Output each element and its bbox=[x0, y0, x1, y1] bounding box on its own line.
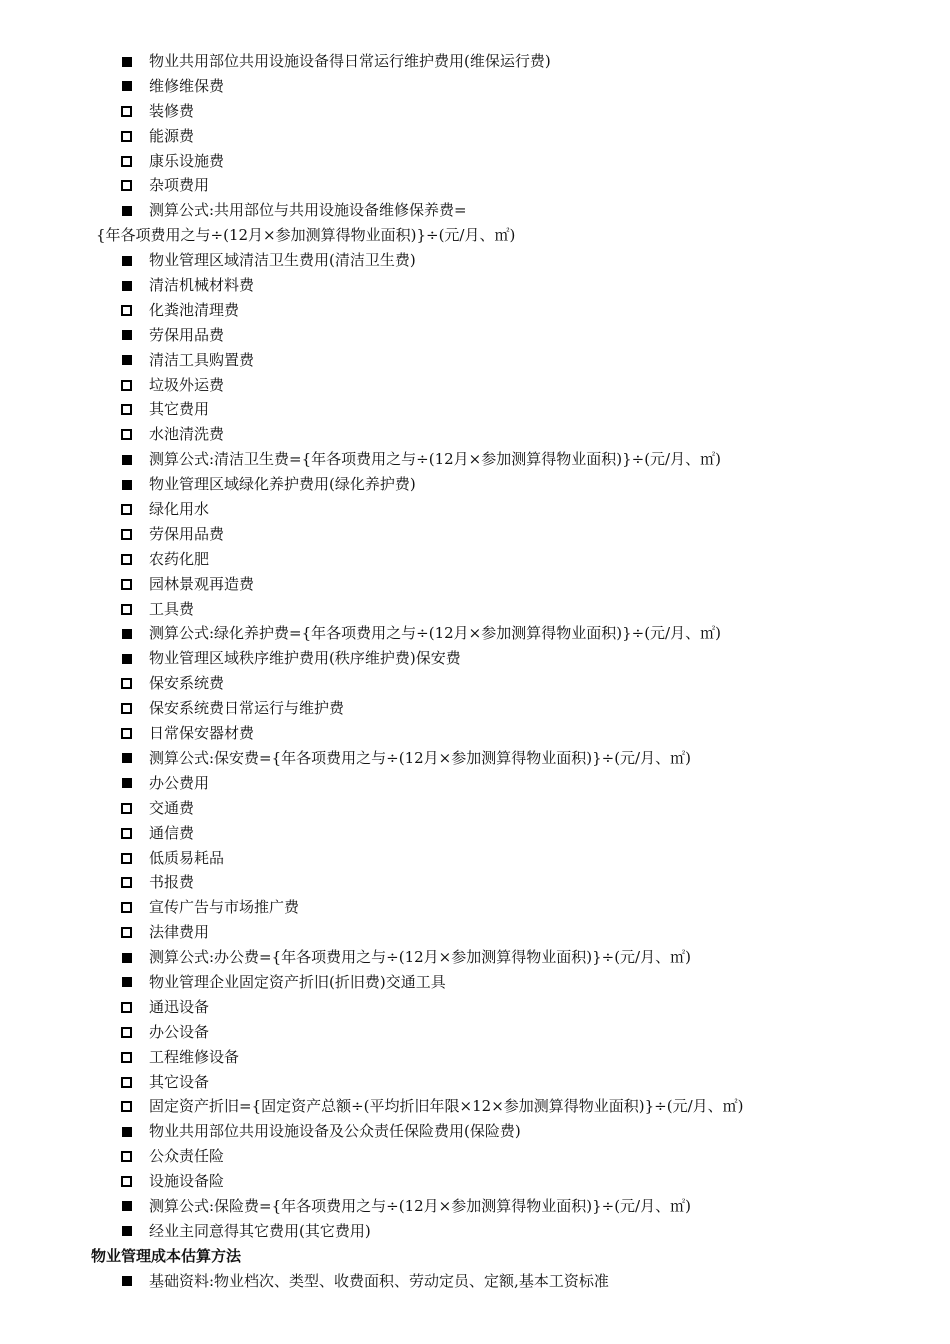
list-item bbox=[0, 323, 950, 348]
list-item bbox=[0, 298, 950, 323]
list-item bbox=[0, 447, 950, 472]
hollow-square-bullet-icon bbox=[121, 902, 132, 913]
hollow-square-bullet-icon bbox=[121, 1052, 132, 1063]
list-item bbox=[0, 522, 950, 547]
list-item-text: 装修费 bbox=[149, 101, 195, 120]
list-item-text: 通迅设备 bbox=[149, 997, 210, 1016]
list-item-text: 能源费 bbox=[149, 126, 195, 145]
filled-square-bullet-icon bbox=[122, 1226, 132, 1236]
list-item bbox=[0, 646, 950, 671]
filled-square-bullet-icon bbox=[122, 455, 132, 465]
list-item-text: {年各项费用之与÷(12月×参加测算得物业面积)}÷(元/月、㎡) bbox=[96, 226, 516, 245]
list-item-text: 基础资料:物业档次、类型、收费面积、劳动定员、定额,基本工资标准 bbox=[149, 1271, 609, 1290]
list-item-text: 测算公式:保安费={年各项费用之与÷(12月×参加测算得物业面积)}÷(元/月、㎡) bbox=[149, 748, 691, 767]
list-item-text: 交通费 bbox=[149, 798, 195, 817]
hollow-square-bullet-icon bbox=[121, 1027, 132, 1038]
list-item-text: 工具费 bbox=[149, 599, 195, 618]
hollow-square-bullet-icon bbox=[121, 404, 132, 415]
list-item-text: 物业共用部位共用设施设备得日常运行维护费用(维保运行费) bbox=[149, 52, 551, 70]
list-item-text: 经业主同意得其它费用(其它费用) bbox=[149, 1221, 371, 1240]
list-item-text: 物业管理区域清洁卫生费用(清洁卫生费) bbox=[149, 251, 416, 270]
hollow-square-bullet-icon bbox=[121, 828, 132, 839]
filled-square-bullet-icon bbox=[122, 256, 132, 266]
list-item-text: 其它费用 bbox=[149, 400, 210, 419]
list-item-text: 物业管理成本估算方法 bbox=[91, 1246, 242, 1265]
list-item bbox=[0, 796, 950, 821]
filled-square-bullet-icon bbox=[122, 977, 132, 987]
hollow-square-bullet-icon bbox=[121, 1077, 132, 1088]
list-item bbox=[0, 1219, 950, 1244]
list-item bbox=[0, 74, 950, 99]
list-item bbox=[0, 771, 950, 796]
list-item bbox=[0, 124, 950, 149]
list-item bbox=[0, 970, 950, 995]
list-item-text: 化粪池清理费 bbox=[149, 300, 240, 319]
list-item-text: 工程维修设备 bbox=[149, 1047, 240, 1066]
filled-square-bullet-icon bbox=[122, 953, 132, 963]
hollow-square-bullet-icon bbox=[121, 678, 132, 689]
list-item bbox=[0, 1194, 950, 1219]
list-item-text: 垃圾外运费 bbox=[149, 375, 225, 394]
list-item bbox=[0, 1144, 950, 1169]
list-item bbox=[0, 397, 950, 422]
list-item-text: 物业管理区域绿化养护费用(绿化养护费) bbox=[149, 475, 416, 494]
hollow-square-bullet-icon bbox=[121, 131, 132, 142]
list-item bbox=[0, 671, 950, 696]
list-item bbox=[0, 696, 950, 721]
hollow-square-bullet-icon bbox=[121, 853, 132, 864]
list-item bbox=[0, 149, 950, 174]
list-item bbox=[0, 348, 950, 373]
list-item-text: 维修维保费 bbox=[149, 76, 225, 95]
list-item-text: 日常保安器材费 bbox=[149, 724, 255, 743]
list-item-text: 保安系统费 bbox=[149, 674, 225, 693]
list-item-text: 测算公式:绿化养护费={年各项费用之与÷(12月×参加测算得物业面积)}÷(元/月、㎡) bbox=[149, 624, 721, 643]
hollow-square-bullet-icon bbox=[121, 803, 132, 814]
hollow-square-bullet-icon bbox=[121, 529, 132, 540]
list-item bbox=[0, 497, 950, 522]
list-item-text: 法律费用 bbox=[149, 923, 210, 942]
hollow-square-bullet-icon bbox=[121, 728, 132, 739]
list-item-text: 办公费用 bbox=[149, 773, 210, 792]
list-item bbox=[0, 821, 950, 846]
filled-square-bullet-icon bbox=[122, 654, 132, 664]
list-item bbox=[0, 99, 950, 124]
list-item-text: 测算公式:保险费={年各项费用之与÷(12月×参加测算得物业面积)}÷(元/月、㎡) bbox=[149, 1196, 691, 1215]
section-heading bbox=[0, 1244, 950, 1269]
list-item bbox=[0, 1094, 950, 1119]
list-item-text: 其它设备 bbox=[149, 1072, 210, 1091]
formula-continuation-line bbox=[0, 223, 950, 248]
filled-square-bullet-icon bbox=[122, 81, 132, 91]
list-item bbox=[0, 49, 950, 74]
hollow-square-bullet-icon bbox=[121, 1101, 132, 1112]
list-item-text: 固定资产折旧={固定资产总额÷(平均折旧年限×12×参加测算得物业面积)}÷(元/月、㎡) bbox=[149, 1097, 744, 1116]
list-item-text: 设施设备险 bbox=[149, 1172, 225, 1191]
hollow-square-bullet-icon bbox=[121, 180, 132, 191]
filled-square-bullet-icon bbox=[122, 281, 132, 291]
list-item-text: 清洁机械材料费 bbox=[149, 276, 255, 295]
list-item-text: 绿化用水 bbox=[149, 500, 210, 519]
hollow-square-bullet-icon bbox=[121, 1176, 132, 1187]
list-item-text: 通信费 bbox=[149, 823, 195, 842]
list-item bbox=[0, 373, 950, 398]
hollow-square-bullet-icon bbox=[121, 703, 132, 714]
filled-square-bullet-icon bbox=[122, 330, 132, 340]
list-item bbox=[0, 198, 950, 223]
list-item bbox=[0, 895, 950, 920]
list-item-text: 劳保用品费 bbox=[149, 524, 225, 543]
list-item bbox=[0, 1070, 950, 1095]
list-item bbox=[0, 1020, 950, 1045]
hollow-square-bullet-icon bbox=[121, 1151, 132, 1162]
hollow-square-bullet-icon bbox=[121, 156, 132, 167]
list-item bbox=[0, 746, 950, 771]
hollow-square-bullet-icon bbox=[121, 380, 132, 391]
hollow-square-bullet-icon bbox=[121, 927, 132, 938]
hollow-square-bullet-icon bbox=[121, 579, 132, 590]
filled-square-bullet-icon bbox=[122, 1127, 132, 1137]
list-item bbox=[0, 920, 950, 945]
list-item-text: 园林景观再造费 bbox=[149, 574, 255, 593]
filled-square-bullet-icon bbox=[122, 355, 132, 365]
list-item-text: 水池清洗费 bbox=[149, 425, 225, 444]
list-item bbox=[0, 721, 950, 746]
list-item bbox=[0, 1269, 950, 1294]
list-item bbox=[0, 422, 950, 447]
filled-square-bullet-icon bbox=[122, 753, 132, 763]
list-item bbox=[0, 597, 950, 622]
list-item bbox=[0, 1045, 950, 1070]
list-item-text: 康乐设施费 bbox=[149, 151, 225, 170]
hollow-square-bullet-icon bbox=[121, 604, 132, 615]
filled-square-bullet-icon bbox=[122, 1276, 132, 1286]
filled-square-bullet-icon bbox=[122, 778, 132, 788]
list-item-text: 书报费 bbox=[149, 873, 195, 892]
filled-square-bullet-icon bbox=[122, 629, 132, 639]
list-item-text: 宣传广告与市场推广费 bbox=[149, 898, 300, 917]
list-item bbox=[0, 995, 950, 1020]
filled-square-bullet-icon bbox=[122, 57, 132, 67]
cost-item-list bbox=[0, 49, 950, 1294]
list-item bbox=[0, 870, 950, 895]
list-item-text: 测算公式:共用部位与共用设施设备维修保养费= bbox=[149, 201, 467, 220]
list-item-text: 低质易耗品 bbox=[149, 848, 225, 867]
hollow-square-bullet-icon bbox=[121, 877, 132, 888]
hollow-square-bullet-icon bbox=[121, 429, 132, 440]
hollow-square-bullet-icon bbox=[121, 504, 132, 515]
list-item bbox=[0, 472, 950, 497]
list-item bbox=[0, 945, 950, 970]
filled-square-bullet-icon bbox=[122, 480, 132, 490]
list-item bbox=[0, 547, 950, 572]
list-item bbox=[0, 248, 950, 273]
list-item-text: 物业管理区域秩序维护费用(秩序维护费)保安费 bbox=[149, 649, 461, 668]
list-item bbox=[0, 846, 950, 871]
hollow-square-bullet-icon bbox=[121, 1002, 132, 1013]
list-item bbox=[0, 1119, 950, 1144]
filled-square-bullet-icon bbox=[122, 1201, 132, 1211]
list-item bbox=[0, 273, 950, 298]
hollow-square-bullet-icon bbox=[121, 305, 132, 316]
list-item-text: 农药化肥 bbox=[149, 549, 210, 568]
list-item-text: 办公设备 bbox=[149, 1022, 210, 1041]
hollow-square-bullet-icon bbox=[121, 554, 132, 565]
list-item bbox=[0, 1169, 950, 1194]
list-item-text: 杂项费用 bbox=[149, 176, 210, 195]
list-item bbox=[0, 621, 950, 646]
hollow-square-bullet-icon bbox=[121, 106, 132, 117]
list-item-text: 测算公式:清洁卫生费={年各项费用之与÷(12月×参加测算得物业面积)}÷(元/月、㎡) bbox=[149, 450, 721, 469]
list-item bbox=[0, 572, 950, 597]
filled-square-bullet-icon bbox=[122, 206, 132, 216]
list-item-text: 公众责任险 bbox=[149, 1147, 225, 1166]
list-item-text: 清洁工具购置费 bbox=[149, 350, 255, 369]
list-item-text: 物业共用部位共用设施设备及公众责任保险费用(保险费) bbox=[149, 1122, 521, 1141]
list-item-text: 物业管理企业固定资产折旧(折旧费)交通工具 bbox=[149, 972, 446, 991]
list-item-text: 劳保用品费 bbox=[149, 325, 225, 344]
list-item bbox=[0, 173, 950, 198]
list-item-text: 保安系统费日常运行与维护费 bbox=[149, 699, 345, 718]
list-item-text: 测算公式:办公费={年各项费用之与÷(12月×参加测算得物业面积)}÷(元/月、㎡) bbox=[149, 948, 691, 967]
